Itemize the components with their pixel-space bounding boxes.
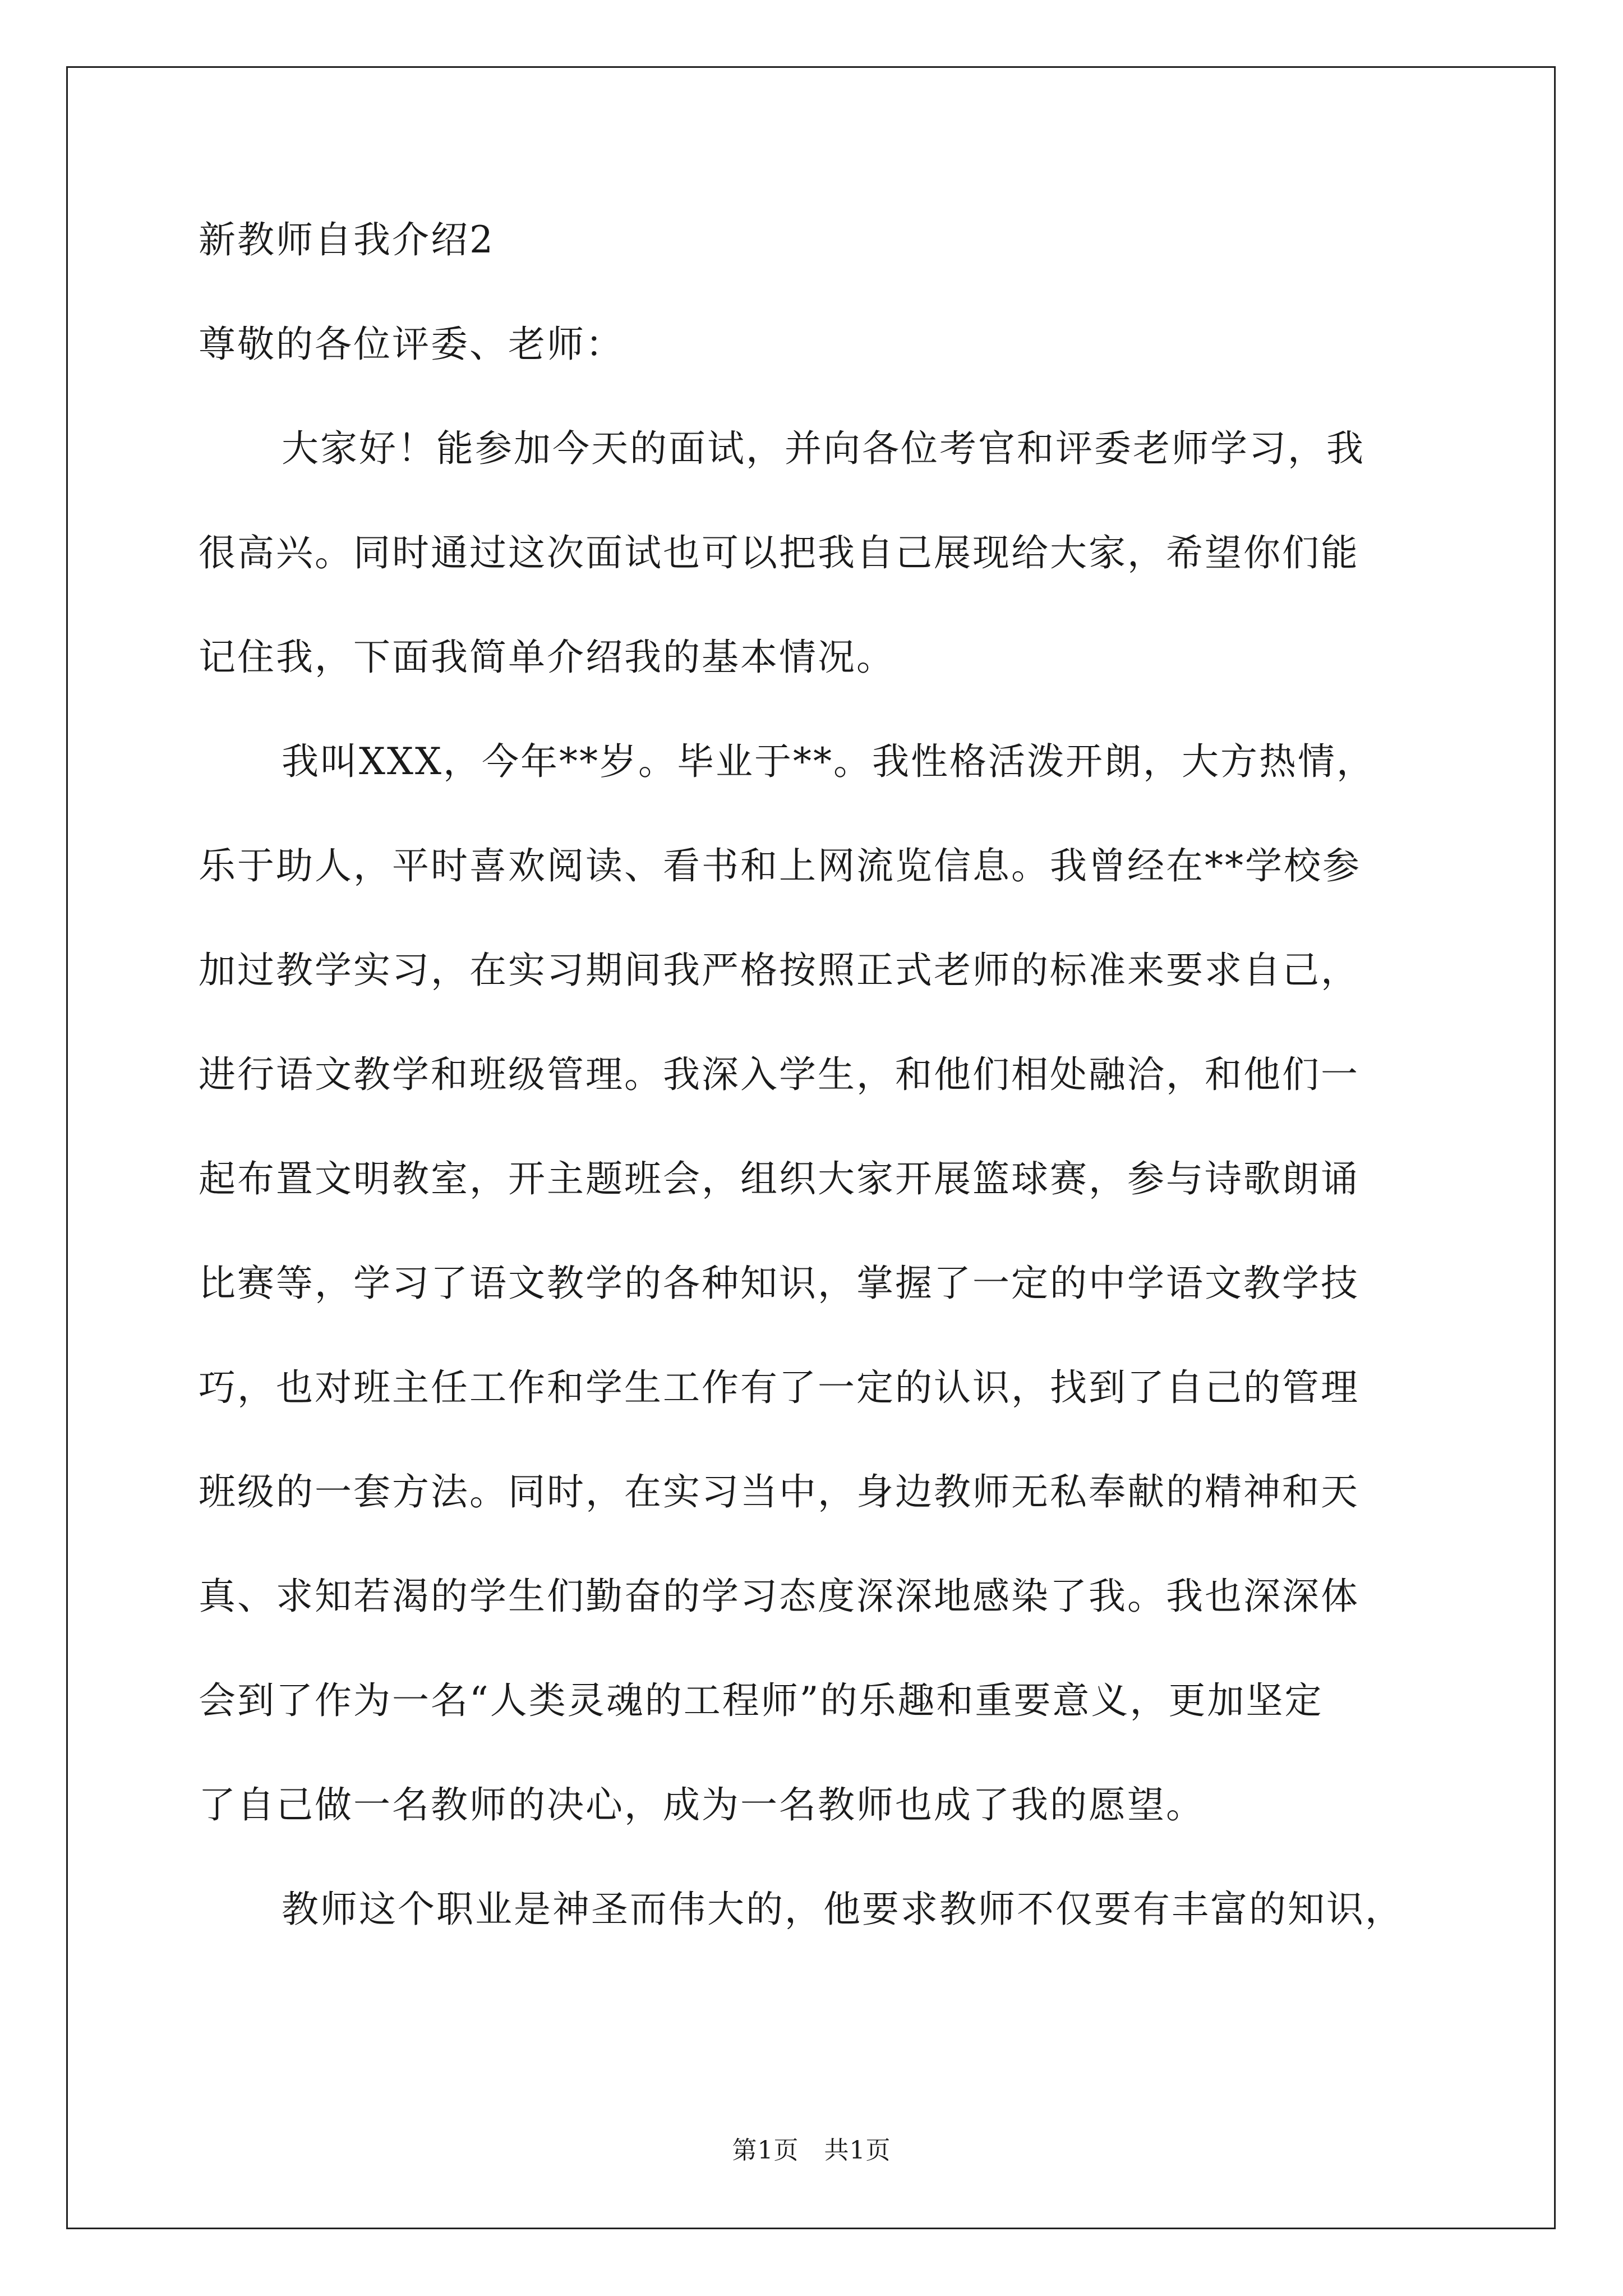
paragraph-line: 记住我，下面我简单介绍我的基本情况。 [199,636,895,679]
paragraph-line: 很高兴。同时通过这次面试也可以把我自己展现给大家，希望你们能 [199,531,1359,574]
paragraph-line: 教师这个职业是神圣而伟大的，他要求教师不仅要有丰富的知识， [282,1888,1404,1931]
paragraph-line: 比赛等，学习了语文教学的各种知识，掌握了一定的中学语文教学技 [199,1262,1359,1305]
page-footer: 第1页 共1页 [732,2136,891,2165]
paragraph-line: 我叫XXX，今年**岁。毕业于**。我性格活泼开朗，大方热情， [282,740,1375,783]
paragraph-line: 起布置文明教室，开主题班会，组织大家开展篮球赛，参与诗歌朗诵 [199,1157,1359,1200]
paragraph-line: 会到了作为一名“人类灵魂的工程师”的乐趣和重要意义，更加坚定 [199,1679,1324,1722]
paragraph-line: 加过教学实习，在实习期间我严格按照正式老师的标准来要求自己， [199,949,1359,992]
paragraph-line: 巧，也对班主任工作和学生工作有了一定的认识，找到了自己的管理 [199,1366,1359,1409]
paragraph-line: 真、求知若渴的学生们勤奋的学习态度深深地感染了我。我也深深体 [199,1575,1359,1618]
paragraph-line: 班级的一套方法。同时，在实习当中，身边教师无私奉献的精神和天 [199,1470,1359,1513]
salutation: 尊敬的各位评委、老师： [199,323,624,366]
document-title: 新教师自我介绍2 [199,218,495,261]
paragraph-line: 进行语文教学和班级管理。我深入学生，和他们相处融洽，和他们一 [199,1053,1359,1096]
paragraph-line: 大家好！能参加今天的面试，并向各位考官和评委老师学习，我 [282,427,1365,470]
paragraph-line: 了自己做一名教师的决心，成为一名教师也成了我的愿望。 [199,1783,1205,1826]
paragraph-line: 乐于助人，平时喜欢阅读、看书和上网流览信息。我曾经在**学校参 [199,844,1361,887]
